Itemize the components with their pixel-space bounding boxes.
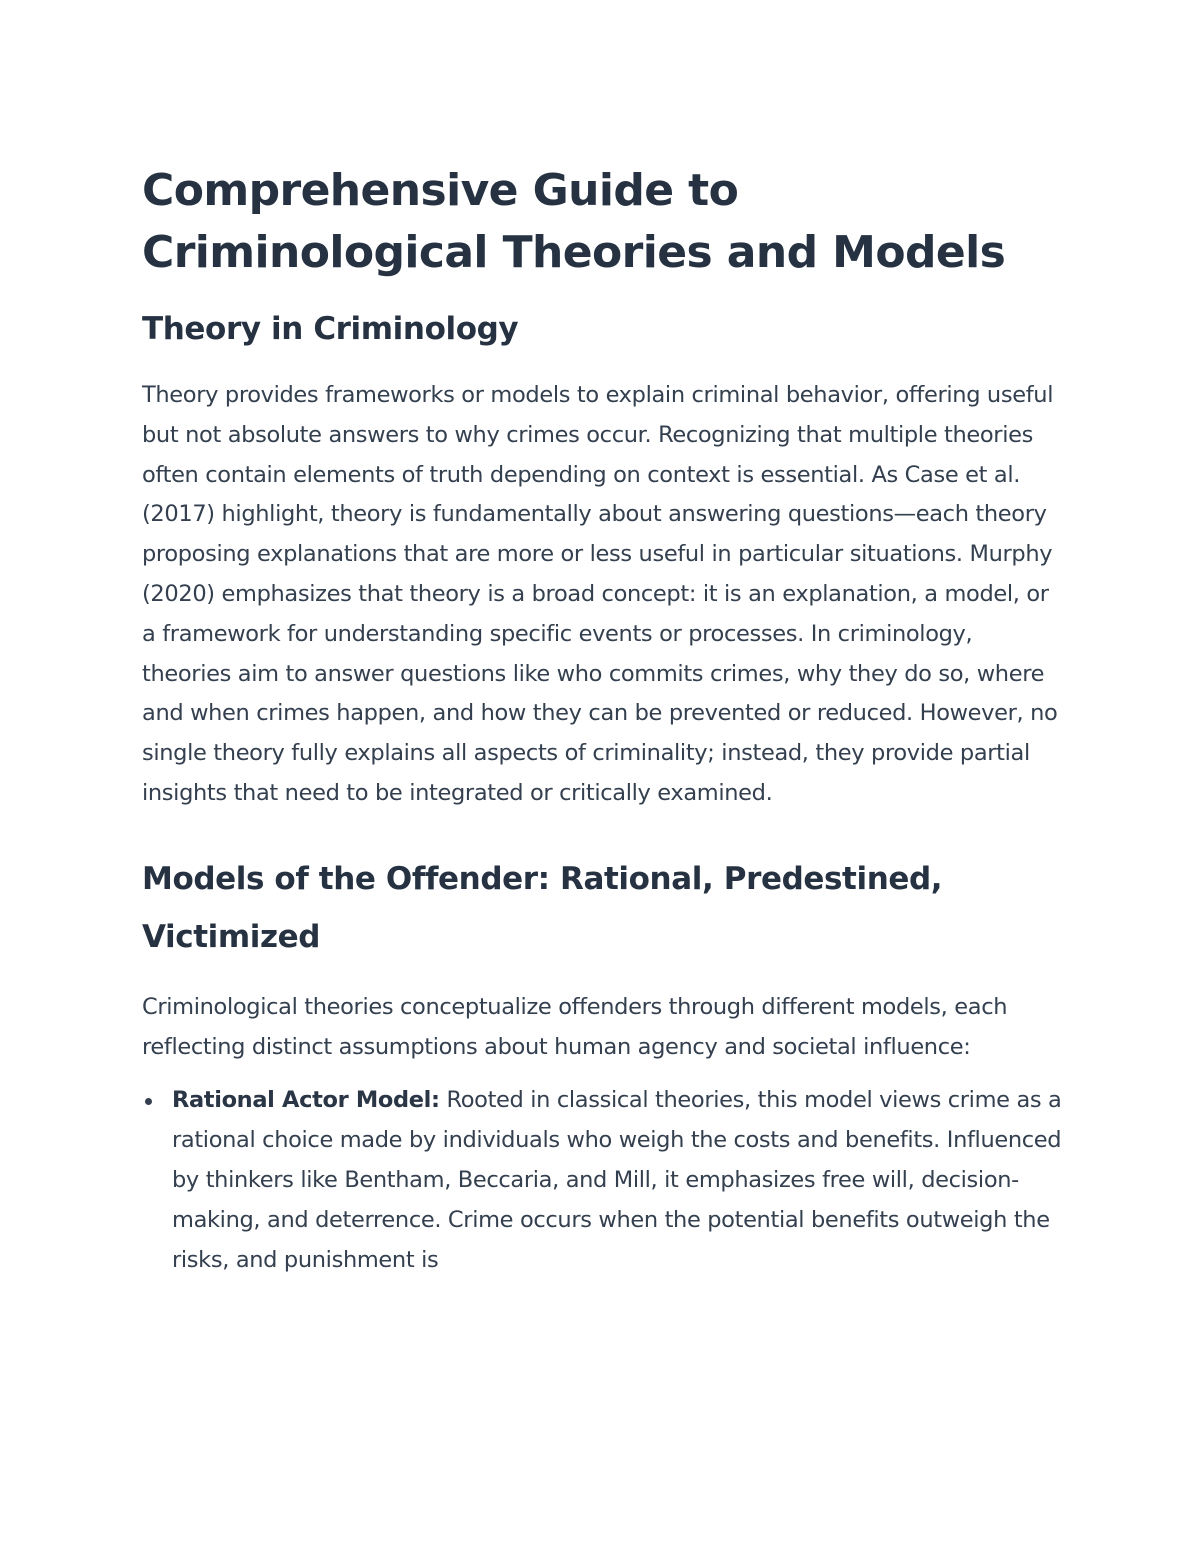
models-list bbox=[142, 1081, 1062, 1280]
list-item-text: Rooted in classical theories, this model views crime as a rational choice made by individuals who weigh the costs and benefits. Influenced by thinkers like Bentham, Beccaria, and Mill, it emphasizes free will, decision-making, and deterrence. Crime occurs when the potential benefits outweigh the risks, and punishment is bbox=[172, 1087, 1062, 1273]
list-item-term: Rational Actor Model: bbox=[172, 1087, 440, 1114]
list-item bbox=[142, 1081, 1062, 1280]
document-title: Comprehensive Guide to Criminological Theories and Models bbox=[142, 165, 1006, 278]
document-page bbox=[142, 160, 1062, 1280]
bullet-icon bbox=[145, 1098, 152, 1105]
section-heading-theory: Theory in Criminology bbox=[142, 311, 519, 347]
section-heading-models: Models of the Offender: Rational, Predestined, Victimized bbox=[142, 860, 943, 955]
section-paragraph-models: Criminological theories conceptualize offenders through different models, each reflecting distinct assumptions about human agency and societal influence: bbox=[142, 993, 1008, 1060]
section-paragraph-theory: Theory provides frameworks or models to explain criminal behavior, offering useful but not absolute answers to why crimes occur. Recognizing that multiple theories often contain elements of truth depending on context is essential. As Case et al. (2017) highlight, theory is fundamentally about answering questions—each theory proposing explanations that are more or less useful in particular situations. Murphy (2020) emphasizes that theory is a broad concept: it is an explanation, a model, or a framework for understanding specific events or processes. In criminology, theories aim to answer questions like who commits crimes, why they do so, where and when crimes happen, and how they can be prevented or reduced. However, no single theory fully explains all aspects of criminality; instead, they provide partial insights that need to be integrated or critically examined. bbox=[142, 382, 1058, 806]
